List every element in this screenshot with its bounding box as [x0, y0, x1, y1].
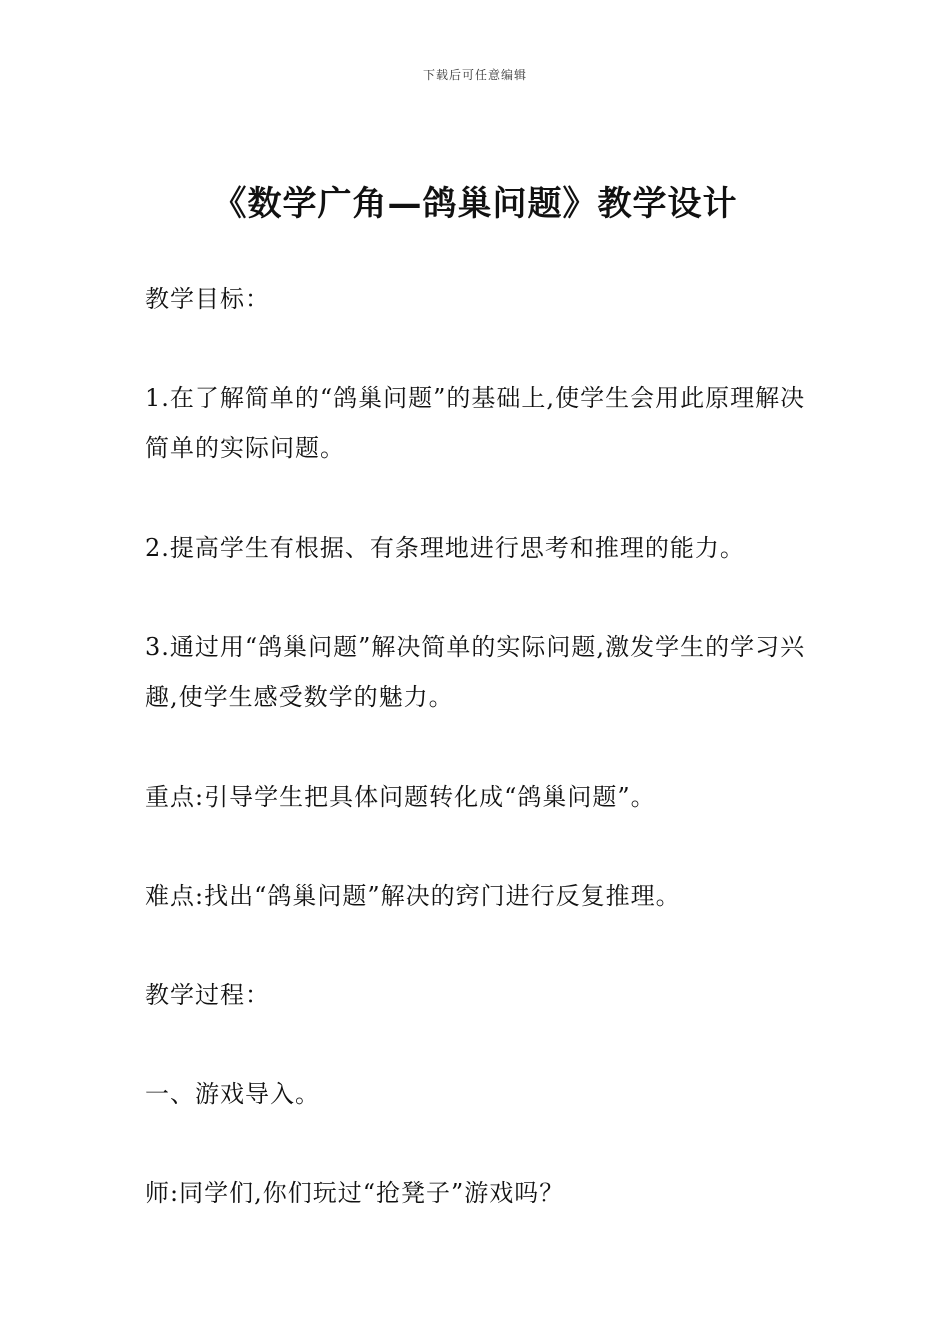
paragraph-objective-3: 3.通过用“鸽巢问题”解决简单的实际问题,激发学生的学习兴趣,使学生感受数学的魅力。: [145, 633, 806, 711]
paragraph-objectives-heading: 教学目标：: [145, 285, 270, 313]
paragraph-difficulty: 难点:找出“鸽巢问题”解决的窍门进行反复推理。: [145, 882, 681, 910]
paragraph-key-point: 重点:引导学生把具体问题转化成“鸽巢问题”。: [145, 783, 656, 811]
document-title: 《数学广角—鸽巢问题》教学设计: [212, 184, 738, 224]
paragraph-objective-1: 1.在了解简单的“鸽巢问题”的基础上,使学生会用此原理解决简单的实际问题。: [145, 384, 806, 462]
paragraph-objective-2: 2.提高学生有根据、有条理地进行思考和推理的能力。: [145, 534, 745, 562]
paragraph-section-1: 一、游戏导入。: [145, 1080, 320, 1108]
page-header: 下载后可任意编辑: [422, 68, 527, 82]
paragraph-process-heading: 教学过程：: [145, 981, 270, 1009]
paragraph-teacher-line: 师:同学们,你们玩过“抢凳子”游戏吗？: [145, 1179, 565, 1207]
